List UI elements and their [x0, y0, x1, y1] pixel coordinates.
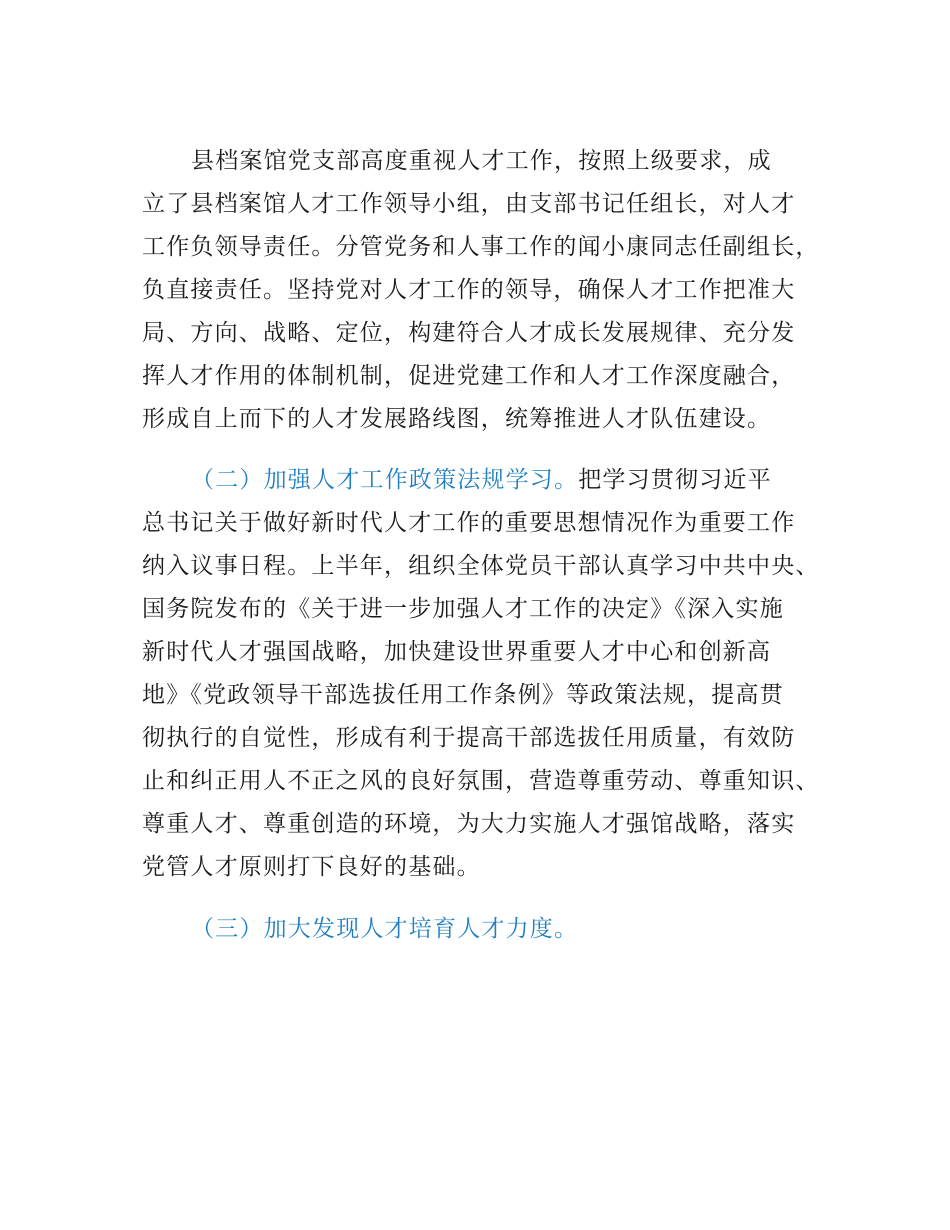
paragraph-first-line: [142, 459, 842, 502]
paragraph-policy-study: [142, 459, 842, 889]
section-heading-3: （三）加大发现人才培育人才力度。: [191, 916, 579, 942]
paragraph-line: 挥人才作用的体制机制，促进党建工作和人才工作深度融合，: [142, 363, 796, 389]
paragraph-line: 形成自上而下的人才发展路线图，统筹推进人才队伍建设。: [142, 406, 772, 432]
paragraph-line: 国务院发布的《关于进一步加强人才工作的决定》《深入实施: [142, 596, 784, 622]
paragraph-line-rest: 把学习贯彻习近平: [578, 467, 772, 493]
paragraph-line: 党管人才原则打下良好的基础。: [142, 854, 481, 880]
paragraph-line: 县档案馆党支部高度重视人才工作，按照上级要求，成: [191, 148, 772, 174]
paragraph-talent-discovery: [142, 908, 842, 951]
paragraph-line: 地》《党政领导干部选拔任用工作条例》等政策法规，提高贯: [142, 682, 784, 708]
paragraph-line: 工作负领导责任。分管党务和人事工作的闻小康同志任副组长，: [142, 234, 820, 260]
paragraph-line: 立了县档案馆人才工作领导小组，由支部书记任组长，对人才: [142, 191, 796, 217]
paragraph-line: 纳入议事日程。上半年，组织全体党员干部认真学习中共中央、: [142, 553, 820, 579]
section-heading-2: （二）加强人才工作政策法规学习。: [191, 467, 579, 493]
paragraph-line: 尊重人才、尊重创造的环境，为大力实施人才强馆战略，落实: [142, 811, 796, 837]
paragraph-line: 彻执行的自觉性，形成有利于提高干部选拔任用质量，有效防: [142, 725, 796, 751]
paragraph-line: 新时代人才强国战略，加快建设世界重要人才中心和创新高: [142, 639, 772, 665]
paragraph-leadership: [142, 140, 842, 441]
paragraph-line: 负直接责任。坚持党对人才工作的领导，确保人才工作把准大: [142, 277, 796, 303]
paragraph-line: 局、方向、战略、定位，构建符合人才成长发展规律、充分发: [142, 320, 796, 346]
paragraph-line: 止和纠正用人不正之风的良好氛围，营造尊重劳动、尊重知识、: [142, 768, 820, 794]
paragraph-line: 总书记关于做好新时代人才工作的重要思想情况作为重要工作: [142, 510, 796, 536]
